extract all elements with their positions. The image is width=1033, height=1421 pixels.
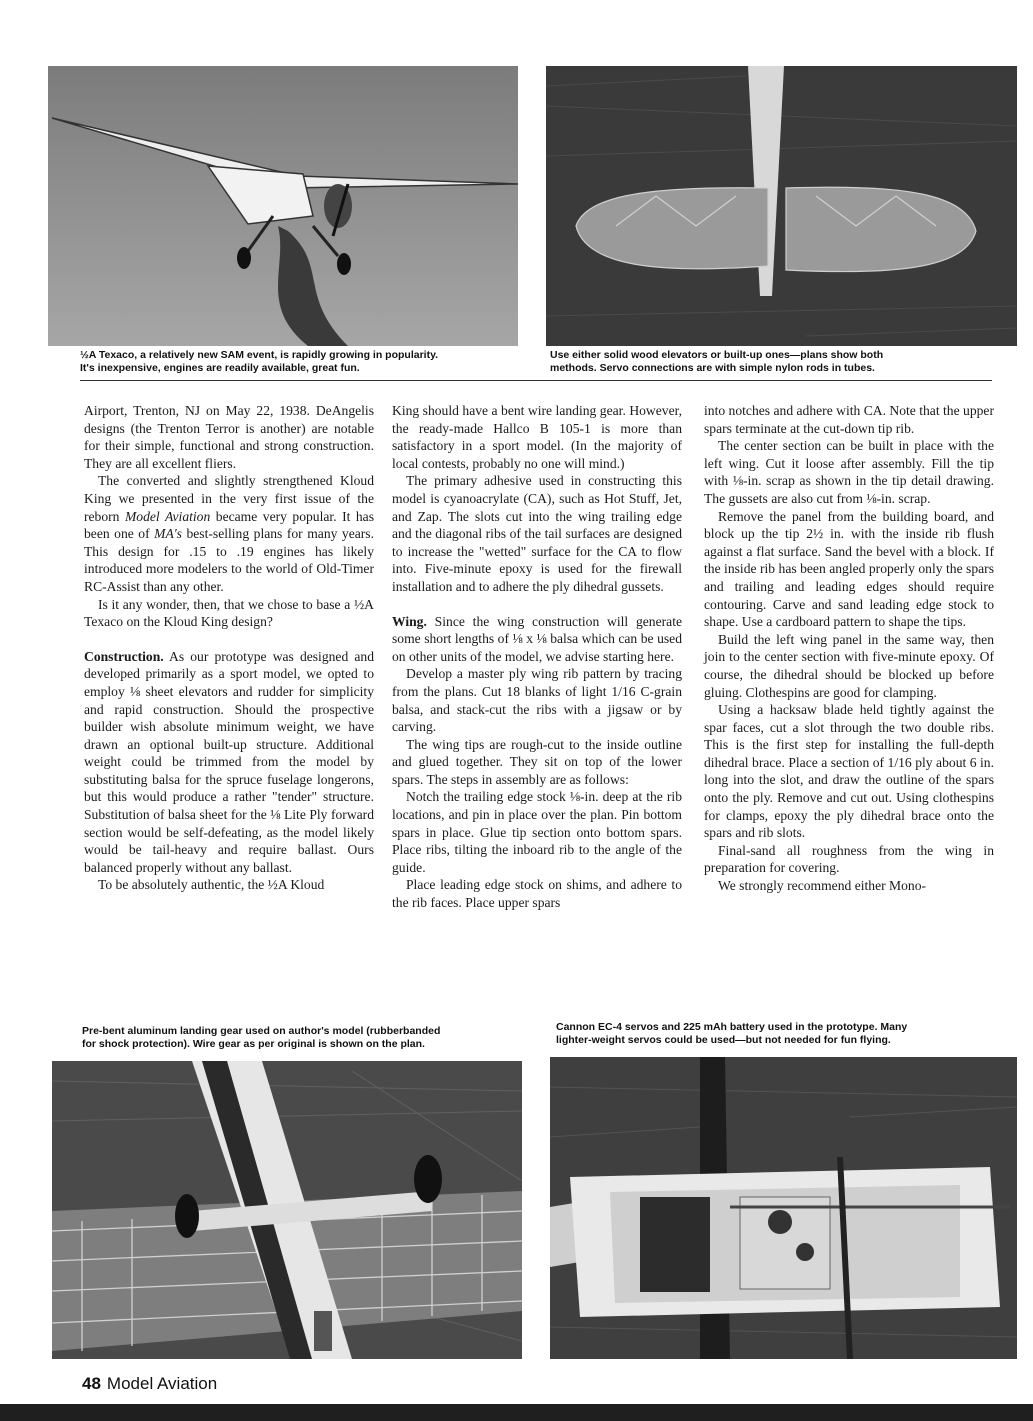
caption-top-left — [80, 349, 530, 375]
caption-bottom-right — [556, 1021, 1006, 1047]
col1-para-2 — [84, 472, 374, 595]
tail-surfaces-illustration — [546, 66, 1017, 346]
col3-para-6: Final-sand all roughness from the wing in preparation for covering. — [704, 842, 994, 876]
photo-tail-surfaces — [546, 66, 1017, 346]
servo-bay-illustration — [550, 1057, 1017, 1359]
col3-para-4: Build the left wing panel in the same way, then join to the center section with five-minute epoxy. Of course, the dihedral should be blocked up before gluing. Clothespins are good for clamping. — [704, 631, 994, 700]
col1-para-5: To be absolutely authentic, the ½A Kloud — [98, 877, 325, 893]
photo-servo-bay — [550, 1057, 1017, 1359]
col3-para-3: Remove the panel from the building board, and block up the tip 2½ in. with the inside rib flush against a flat surface. Sand the bevel with a block. If the inside rib has been angled properly only the spars and trailing and leading edges should require contouring. Carve and sand leading edge stock to shape. Use a cardboard pattern to shape the tips. — [704, 508, 994, 630]
magazine-name: Model Aviation — [106, 1374, 218, 1393]
landing-gear-illustration — [52, 1061, 522, 1359]
col1-para-2-a: The converted and slightly strengthened Kloud King we presented in the very first issue of the reborn — [84, 473, 374, 524]
scan-bottom-edge — [0, 1404, 1033, 1421]
text-column-3 — [704, 402, 994, 895]
col2-para-4: Develop a master ply wing rib pattern by tracing from the plans. Cut 18 blanks of light 1/16 C-grain balsa, and stack-cut the ribs with a jigsaw or by carving. — [392, 666, 682, 735]
page-footer — [82, 1374, 217, 1394]
construction-heading: Construction. — [84, 648, 164, 664]
text-column-2 — [392, 402, 682, 912]
col2-para-2: The primary adhesive used in constructing this model is cyanoacrylate (CA), such as Hot Stuff, Jet, and Zap. The slots cut into the wing trailing edge and the diagonal ribs of the tail surfaces are designed to increase the "wetted" surface for the CA to flow into. Five-minute epoxy is used for the firewall installation and to adhere the ply dihedral gussets. — [392, 473, 682, 594]
plane-in-flight-illustration — [48, 66, 518, 346]
col3-para-1: into notches and adhere with CA. Note that the upper spars terminate at the cut-down tip rib. — [704, 403, 994, 436]
caption-bottom-right-line-1: Cannon EC-4 servos and 225 mAh battery used in the prototype. Many — [556, 1021, 908, 1033]
col1-magazine-title: Model Aviation — [124, 508, 211, 524]
photo-plane-in-flight — [48, 66, 518, 346]
col2-para-7: Place leading edge stock on shims, and adhere to the rib faces. Place upper spars — [392, 877, 682, 911]
col3-para-2: The center section can be built in place with the left wing. Cut it loose after assembly. Fill the tip with ⅛-in. scrap as shown in the tip detail drawing. The gussets are also cut from ⅛-in. scrap. — [704, 438, 994, 506]
col1-para-1: Airport, Trenton, NJ on May 22, 1938. DeAngelis designs (the Trenton Terror is another) are notable for their simple, functional and strong construction. They are all excellent fliers. — [84, 403, 374, 471]
photo-landing-gear — [52, 1061, 522, 1359]
col2-para-6: Notch the trailing edge stock ⅛-in. deep at the rib locations, and pin in place over the plan. Pin bottom spars in place. Glue tip section onto bottom spars. Place ribs, tilting the inboard rib to the angle of the guide. — [392, 789, 682, 875]
col2-para-3: Since the wing construction will generate some short lengths of ⅛ x ⅛ balsa which can be used on other units of the model, we advise starting here. — [392, 613, 682, 664]
col2-section-wing — [392, 613, 682, 666]
col2-para-1: King should have a bent wire landing gear. However, the ready-made Hallco B 105-1 is more than satisfactory in a sport model. (In the majority of local contests, probably no one will mind.) — [392, 403, 682, 471]
wing-heading: Wing. — [392, 613, 427, 629]
caption-top-right-line-1: Use either solid wood elevators or built-up ones—plans show both — [550, 349, 884, 361]
caption-bottom-right-line-2: lighter-weight servos could be used—but not needed for fun flying. — [556, 1034, 891, 1046]
caption-top-right — [550, 349, 1000, 375]
page-number: 48 — [82, 1374, 101, 1393]
top-divider — [80, 380, 992, 381]
col1-para-4: As our prototype was designed and developed primarily as a sport model, we opted to employ ⅛ sheet elevators and rudder for simplicity and rapid construction. Should the prospective builder wish absolute minimum weight, we have drawn an optional built-up structure. Additional weight could be trimmed from the model by substituting balsa for the spruce fuselage longerons, but this would produce a rather "tender" structure. Substitution of balsa sheet for the ⅛ Lite Ply forward section would be self-defeating, as the model likely would be tail-heavy and require ballast. Ours balanced properly without any ballast. — [84, 648, 374, 875]
caption-bottom-left-line-2: for shock protection). Wire gear as per original is shown on the plan. — [82, 1038, 425, 1050]
col1-section-construction — [84, 648, 374, 877]
col1-para-3: Is it any wonder, then, that we chose to base a ½A Texaco on the Kloud King design? — [84, 596, 374, 630]
col3-para-7: We strongly recommend either Mono- — [718, 878, 927, 894]
caption-top-right-line-2: methods. Servo connections are with simple nylon rods in tubes. — [550, 362, 875, 374]
caption-bottom-left-line-1: Pre-bent aluminum landing gear used on author's model (rubberbanded — [82, 1025, 441, 1037]
col1-para-2-e: best-selling plans for many years. This design for .15 to .19 engines has likely introduced more modelers to the world of Old-Timer RC-Assist than any other. — [84, 526, 374, 594]
caption-bottom-left — [82, 1025, 532, 1051]
text-column-1 — [84, 402, 374, 894]
caption-top-left-line-1: ½A Texaco, a relatively new SAM event, is rapidly growing in popularity. — [80, 349, 439, 361]
col2-para-5: The wing tips are rough-cut to the inside outline and glued together. They sit on top of the lower spars. The steps in assembly are as follows: — [392, 736, 682, 787]
col1-ma-abbrev: MA's — [154, 526, 182, 542]
col1-para-2-c: became very popular. It has been one of — [84, 508, 374, 542]
col3-para-5: Using a hacksaw blade held tightly against the spar faces, cut a slot through the two double ribs. This is the first step for installing the full-depth dihedral brace. Place a section of 1/16 ply about 6 in. long into the slot, and draw the outline of the spars onto the ply. Remove and cut out. Using clothespins for clamps, epoxy the ply dihedral brace onto the spars and rib slots. — [704, 702, 994, 841]
caption-top-left-line-2: It's inexpensive, engines are readily available, great fun. — [80, 362, 360, 374]
